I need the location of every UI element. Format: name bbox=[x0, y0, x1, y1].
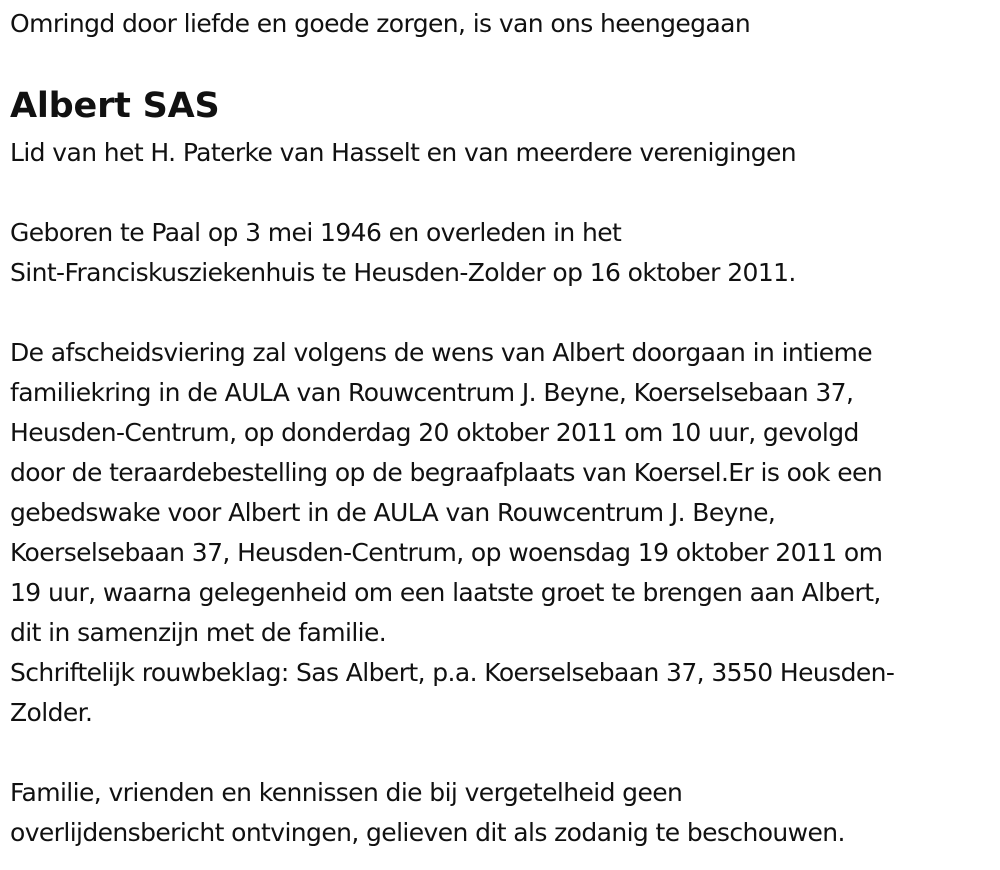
paragraph-line: Koerselsebaan 37, Heusden-Centrum, op woensdag 19 oktober 2011 om bbox=[10, 538, 883, 567]
membership-text: Lid van het H. Paterke van Hasselt en van meerdere verenigingen bbox=[10, 138, 796, 167]
condolence-line: Schriftelijk rouwbeklag: Sas Albert, p.a. Koerselsebaan 37, 3550 Heusden- bbox=[10, 658, 895, 687]
ceremony-paragraph bbox=[10, 333, 894, 733]
paragraph-line: Familie, vrienden en kennissen die bij vergetelheid geen bbox=[10, 778, 683, 807]
paragraph-line: Heusden-Centrum, op donderdag 20 oktober 2011 om 10 uur, gevolgd bbox=[10, 418, 859, 447]
paragraph-line: Geboren te Paal op 3 mei 1946 en overleden in het bbox=[10, 218, 622, 247]
paragraph-line: Sint-Franciskusziekenhuis te Heusden-Zolder op 16 oktober 2011. bbox=[10, 258, 796, 287]
birth-death-paragraph bbox=[10, 213, 796, 293]
paragraph-line: De afscheidsviering zal volgens de wens van Albert doorgaan in intieme bbox=[10, 338, 873, 367]
paragraph-line: overlijdensbericht ontvingen, gelieven dit als zodanig te beschouwen. bbox=[10, 818, 845, 847]
paragraph-line: familiekring in de AULA van Rouwcentrum J. Beyne, Koerselsebaan 37, bbox=[10, 378, 854, 407]
paragraph-line: gebedswake voor Albert in de AULA van Rouwcentrum J. Beyne, bbox=[10, 498, 776, 527]
intro-text: Omringd door liefde en goede zorgen, is van ons heengegaan bbox=[10, 9, 751, 38]
paragraph-line: dit in samenzijn met de familie. bbox=[10, 618, 387, 647]
condolence-line: Zolder. bbox=[10, 698, 93, 727]
paragraph-line: door de teraardebestelling op de begraafplaats van Koersel.Er is ook een bbox=[10, 458, 883, 487]
paragraph-line: 19 uur, waarna gelegenheid om een laatste groet te brengen aan Albert, bbox=[10, 578, 881, 607]
family-note-paragraph bbox=[10, 773, 845, 853]
deceased-name: Albert SAS bbox=[10, 86, 220, 126]
